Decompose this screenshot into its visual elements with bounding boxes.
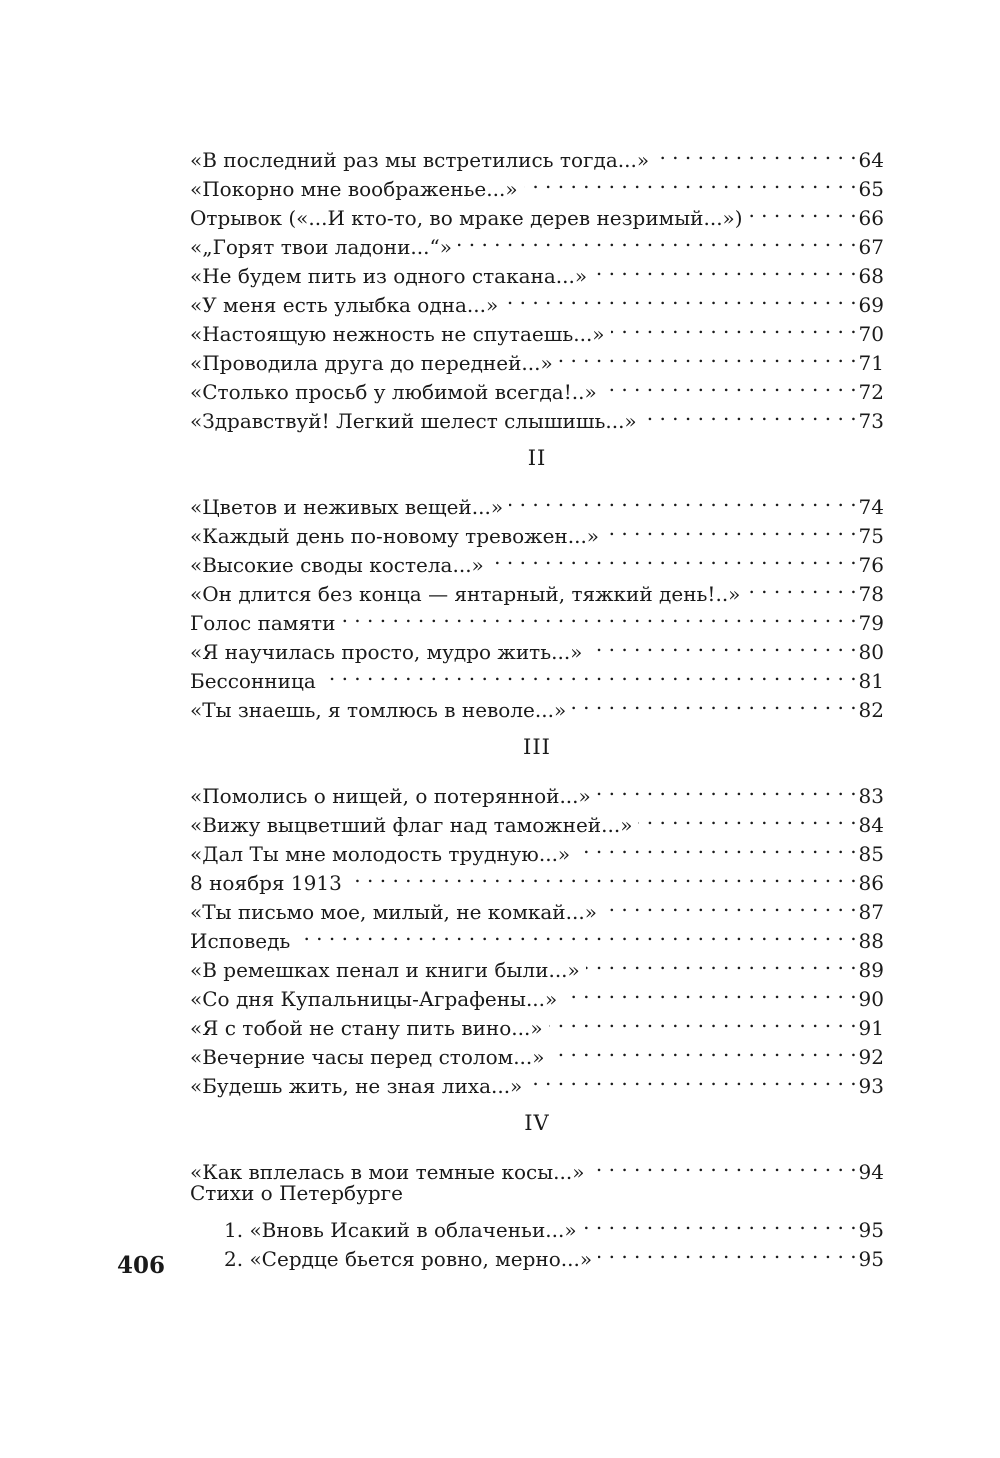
page-number: 406	[117, 1252, 166, 1279]
toc-entry[interactable]	[190, 948, 884, 982]
toc-entry-title: «Столько просьб у любимой всегда!..»	[190, 380, 597, 404]
dot-leader	[603, 890, 857, 919]
toc-entry-title: Голос памяти	[190, 611, 336, 635]
toc-entry-title: «У меня есть улыбка одна...»	[190, 293, 499, 317]
toc-entry-page: 81	[858, 669, 884, 693]
toc-entry-title: Исповедь	[190, 929, 291, 953]
toc-entry-title: «Я научилась просто, мудро жить...»	[190, 640, 583, 664]
dot-leader	[490, 543, 857, 572]
toc-entry-page: 78	[858, 582, 884, 606]
dot-leader	[749, 196, 857, 225]
toc-entry-page: 92	[858, 1045, 884, 1069]
toc-entry-title: Отрывок («...И кто-то, во мраке дерев незримый...»)	[190, 206, 743, 230]
toc-entry-page: 68	[858, 264, 884, 288]
dot-leader	[509, 485, 856, 514]
table-of-contents	[190, 138, 884, 1271]
toc-entry-title: «Со дня Купальницы-Аграфены...»	[190, 987, 558, 1011]
toc-entry-page: 88	[858, 929, 884, 953]
toc-entry-page: 82	[858, 698, 884, 722]
toc-entry-page: 67	[858, 235, 884, 259]
toc-entry-page: 72	[858, 380, 884, 404]
toc-entry-title: 1. «Вновь Исакий в облаченьи...»	[224, 1218, 577, 1242]
toc-entry-page: 69	[858, 293, 884, 317]
toc-entry-title: «Здравствуй! Легкий шелест слышишь...»	[190, 409, 637, 433]
dot-leader	[586, 948, 857, 977]
toc-entry-page: 94	[858, 1160, 884, 1184]
toc-entry-page: 83	[858, 784, 884, 808]
dot-leader	[603, 370, 857, 399]
toc-entry-page: 66	[858, 206, 884, 230]
toc-entry-page: 70	[858, 322, 884, 346]
dot-leader	[549, 1006, 857, 1035]
toc-entry-page: 86	[858, 871, 884, 895]
toc-entry-page: 85	[858, 842, 884, 866]
dot-leader	[588, 630, 856, 659]
dot-leader	[597, 774, 857, 803]
toc-entry-page: 79	[858, 611, 884, 635]
toc-sub-entry[interactable]	[190, 1208, 884, 1242]
toc-entry-title: «Вижу выцветший флаг над таможней...»	[190, 813, 633, 837]
section-heading: II	[527, 446, 547, 470]
dot-leader	[655, 138, 856, 167]
toc-entry-page: 80	[858, 640, 884, 664]
toc-entry-title: «Он длится без конца — янтарный, тяжкий день!..»	[190, 582, 741, 606]
dot-leader	[296, 919, 856, 948]
toc-entry-title: «Проводила друга до передней...»	[190, 351, 553, 375]
toc-entry-title: 2. «Сердце бьется ровно, мерно...»	[224, 1247, 593, 1271]
dot-leader	[583, 1208, 857, 1237]
dot-leader	[638, 803, 856, 832]
dot-leader	[504, 283, 856, 312]
dot-leader	[528, 1064, 856, 1093]
toc-entry-title: «Цветов и неживых вещей...»	[190, 495, 504, 519]
toc-entry-page: 95	[858, 1247, 884, 1271]
toc-section-1	[190, 138, 884, 433]
toc-entry-title: «Будешь жить, не зная лиха...»	[190, 1074, 523, 1098]
toc-entry[interactable]	[190, 774, 884, 808]
toc-entry-page: 90	[858, 987, 884, 1011]
toc-entry-title: «Не будем пить из одного стакана...»	[190, 264, 588, 288]
dot-leader	[458, 225, 857, 254]
toc-entry-title: Стихи о Петербурге	[190, 1181, 403, 1205]
toc-entry-title: «Настоящую нежность не спутаешь...»	[190, 322, 605, 346]
toc-entry-title: Бессонница	[190, 669, 316, 693]
dot-leader	[598, 1237, 856, 1266]
dot-leader	[643, 399, 857, 428]
toc-entry-page: 74	[858, 495, 884, 519]
toc-entry-title: «Дал Ты мне молодость трудную...»	[190, 842, 571, 866]
toc-entry[interactable]	[190, 485, 884, 519]
toc-entry-page: 87	[858, 900, 884, 924]
toc-entry-title: «В последний раз мы встретились тогда...»	[190, 148, 650, 172]
toc-entry-title: «Покорно мне воображенье...»	[190, 177, 518, 201]
dot-leader	[605, 514, 857, 543]
toc-entry-page: 76	[858, 553, 884, 577]
toc-entry-page: 71	[858, 351, 884, 375]
toc-entry[interactable]	[190, 1150, 884, 1184]
toc-entry-title: «Ты знаешь, я томлюсь в неволе...»	[190, 698, 567, 722]
dot-leader	[322, 659, 857, 688]
toc-entry-page: 73	[858, 409, 884, 433]
toc-entry-page: 84	[858, 813, 884, 837]
dot-leader	[563, 977, 856, 1006]
toc-entry-title: «Вечерние часы перед столом...»	[190, 1045, 545, 1069]
toc-entry-page: 75	[858, 524, 884, 548]
dot-leader	[593, 254, 856, 283]
dot-leader	[551, 1035, 857, 1064]
toc-entry-page: 64	[858, 148, 884, 172]
toc-entry-title: «Каждый день по-новому тревожен...»	[190, 524, 600, 548]
toc-entry-page: 95	[858, 1218, 884, 1242]
toc-entry-title: 8 ноября 1913	[190, 871, 342, 895]
dot-leader	[559, 341, 857, 370]
toc-entry-title: «В ремешках пенал и книги были...»	[190, 958, 580, 982]
toc-entry-page: 91	[858, 1016, 884, 1040]
dot-leader	[611, 312, 857, 341]
toc-entry-title: «Как вплелась в мои темные косы...»	[190, 1160, 585, 1184]
toc-entry-page: 93	[858, 1074, 884, 1098]
toc-entry-title: «„Горят твои ладони...“»	[190, 235, 452, 259]
toc-entry[interactable]	[190, 138, 884, 172]
toc-section-3	[190, 733, 884, 1098]
dot-leader	[572, 688, 856, 717]
toc-entry-title: «Я с тобой не стану пить вино...»	[190, 1016, 543, 1040]
toc-entry-page: 65	[858, 177, 884, 201]
dot-leader	[348, 861, 857, 890]
dot-leader	[341, 601, 856, 630]
section-heading: III	[523, 735, 551, 759]
dot-leader	[590, 1150, 856, 1179]
toc-section-2	[190, 444, 884, 722]
section-heading: IV	[524, 1111, 550, 1135]
toc-entry-title: «Помолись о нищей, о потерянной...»	[190, 784, 591, 808]
toc-entry-title: «Высокие своды костела...»	[190, 553, 484, 577]
dot-leader	[524, 167, 857, 196]
dot-leader	[576, 832, 856, 861]
toc-entry-page: 89	[858, 958, 884, 982]
toc-entry-title: «Ты письмо мое, милый, не комкай...»	[190, 900, 597, 924]
dot-leader	[746, 572, 856, 601]
toc-section-4	[190, 1109, 884, 1271]
